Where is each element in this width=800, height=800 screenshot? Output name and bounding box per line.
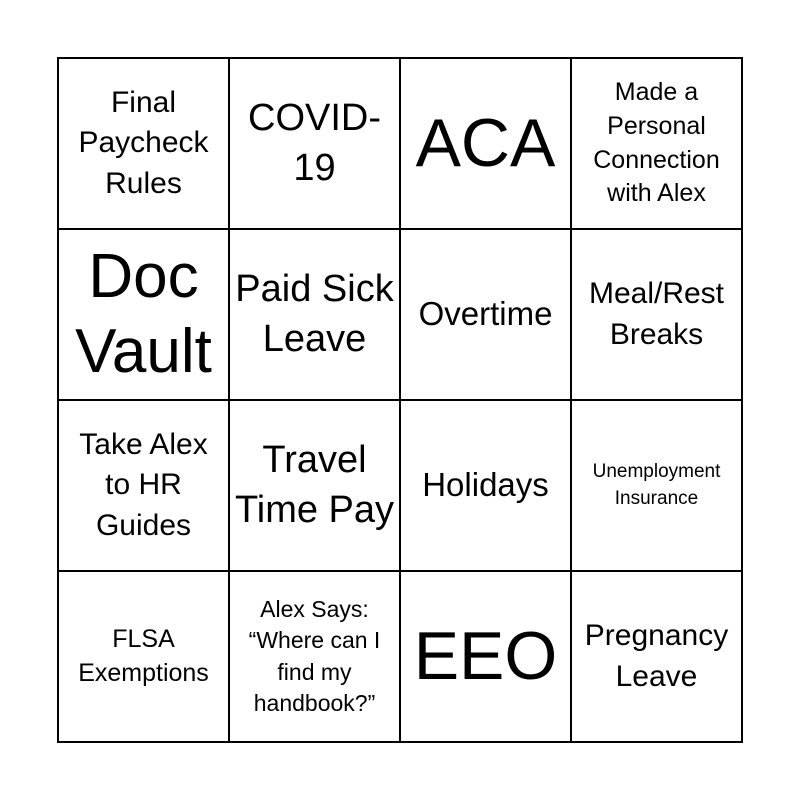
bingo-cell-label: Holidays <box>422 466 549 504</box>
bingo-cell[interactable] <box>58 400 229 571</box>
bingo-cell[interactable] <box>58 571 229 742</box>
bingo-cell[interactable] <box>400 571 571 742</box>
bingo-cell-label: Meal/Rest Breaks <box>588 277 725 351</box>
bingo-cell[interactable] <box>229 229 400 400</box>
bingo-cell-label: Final Paycheck Rules <box>78 85 209 200</box>
bingo-cell[interactable] <box>400 58 571 229</box>
bingo-cell-label: Pregnancy Leave <box>584 619 729 693</box>
bingo-cell[interactable] <box>571 571 742 742</box>
bingo-cell-label: FLSA Exemptions <box>78 624 209 687</box>
bingo-cell-label: Made a Personal Connection with Alex <box>593 78 720 208</box>
bingo-cell-label: COVID-19 <box>248 97 381 189</box>
bingo-cell[interactable] <box>58 58 229 229</box>
bingo-cell-label: Overtime <box>418 295 553 333</box>
bingo-cell[interactable] <box>571 400 742 571</box>
bingo-cell-label: Unemployment Insurance <box>592 460 721 509</box>
bingo-cell-label: ACA <box>415 105 556 182</box>
bingo-cell-label: Paid Sick Leave <box>235 268 394 360</box>
bingo-cell-label: Alex Says: “Where can I find my handbook?” <box>248 596 381 716</box>
bingo-cell[interactable] <box>400 229 571 400</box>
bingo-cell-label: Doc Vault <box>75 242 212 386</box>
bingo-cell-label: EEO <box>413 618 558 695</box>
bingo-cell[interactable] <box>229 58 400 229</box>
bingo-board <box>57 57 743 743</box>
bingo-cell[interactable] <box>229 571 400 742</box>
bingo-cell-label: Take Alex to HR Guides <box>79 427 208 542</box>
bingo-cell[interactable] <box>571 229 742 400</box>
bingo-cell[interactable] <box>58 229 229 400</box>
bingo-cell[interactable] <box>229 400 400 571</box>
bingo-cell[interactable] <box>571 58 742 229</box>
bingo-cell[interactable] <box>400 400 571 571</box>
bingo-cell-label: Travel Time Pay <box>234 439 395 531</box>
